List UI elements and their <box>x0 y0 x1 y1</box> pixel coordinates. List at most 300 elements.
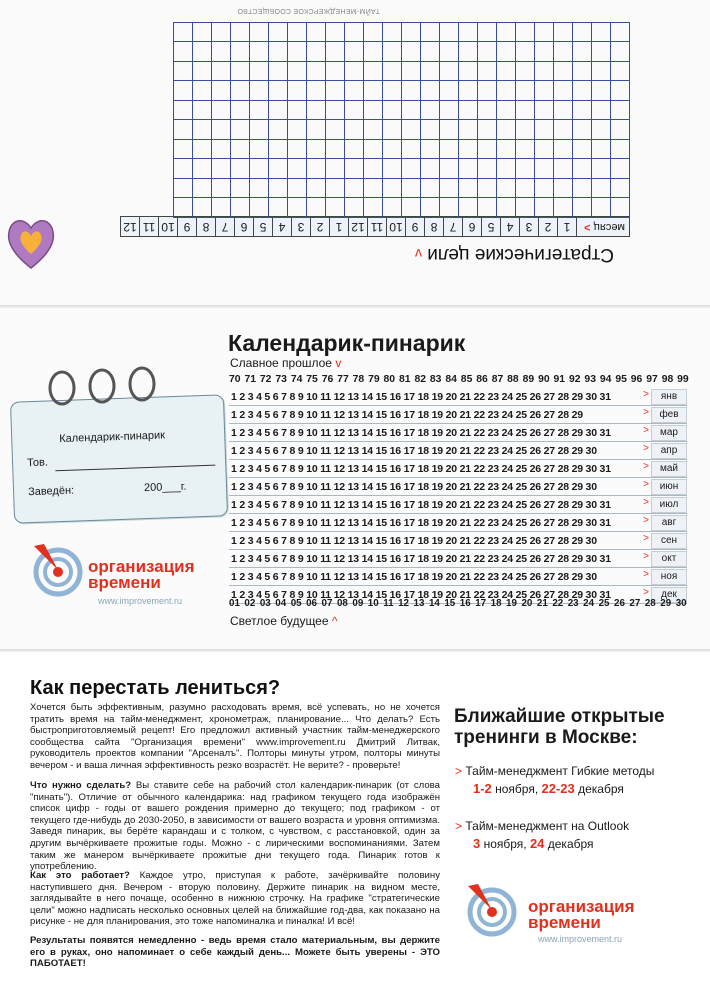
goal-cell[interactable] <box>459 42 478 62</box>
year-number[interactable]: 80 <box>383 374 396 385</box>
goal-cell[interactable] <box>478 120 497 140</box>
goal-cell[interactable] <box>592 159 611 179</box>
goal-cell[interactable] <box>212 140 231 160</box>
goal-cell[interactable] <box>592 179 611 199</box>
goal-cell[interactable] <box>478 23 497 43</box>
goal-cell[interactable] <box>592 198 611 218</box>
goal-cell[interactable] <box>307 140 326 160</box>
goal-cell[interactable] <box>307 42 326 62</box>
goal-cell[interactable] <box>193 120 212 140</box>
goal-cell[interactable] <box>497 23 516 43</box>
goal-cell[interactable] <box>402 140 421 160</box>
goal-cell[interactable] <box>193 101 212 121</box>
goal-cell[interactable] <box>345 120 364 140</box>
goal-cell[interactable] <box>288 101 307 121</box>
goal-cell[interactable] <box>364 23 383 43</box>
goal-cell[interactable] <box>611 198 630 218</box>
goal-cell[interactable] <box>478 198 497 218</box>
goal-cell[interactable] <box>535 101 554 121</box>
year-number[interactable]: 79 <box>368 374 380 385</box>
goal-row[interactable] <box>174 120 630 140</box>
goal-cell[interactable] <box>269 62 288 82</box>
goal-cell[interactable] <box>402 179 421 199</box>
goal-cell[interactable] <box>516 62 535 82</box>
future-year-number[interactable]: 07 <box>321 598 333 609</box>
goal-cell[interactable] <box>174 42 193 62</box>
goal-cell[interactable] <box>592 101 611 121</box>
goal-cell[interactable] <box>326 42 345 62</box>
goal-cell[interactable] <box>364 198 383 218</box>
goal-cell[interactable] <box>231 159 250 179</box>
goal-cell[interactable] <box>459 101 478 121</box>
goal-cell[interactable] <box>516 81 535 101</box>
goal-cell[interactable] <box>459 198 478 218</box>
goal-cell[interactable] <box>459 23 478 43</box>
day-numbers[interactable]: 1 2 3 4 5 6 7 8 9 10 11 12 13 14 15 16 17 18 19 20 21 22 23 24 25 26 27 28 29 30 31 <box>231 498 611 511</box>
year-number[interactable]: 87 <box>491 374 504 385</box>
year-number[interactable]: 81 <box>398 374 411 385</box>
goal-cell[interactable] <box>554 23 573 43</box>
logo-url[interactable]: www.improvement.ru <box>538 934 623 944</box>
goal-cell[interactable] <box>383 62 402 82</box>
goal-row[interactable] <box>174 81 630 101</box>
goal-cell[interactable] <box>497 179 516 199</box>
goal-cell[interactable] <box>288 120 307 140</box>
future-year-number[interactable]: 08 <box>336 598 348 609</box>
goal-cell[interactable] <box>345 140 364 160</box>
goal-cell[interactable] <box>554 101 573 121</box>
year-number[interactable]: 71 <box>244 374 257 385</box>
goal-cell[interactable] <box>345 23 364 43</box>
goal-cell[interactable] <box>193 159 212 179</box>
goal-cell[interactable] <box>212 159 231 179</box>
future-year-number[interactable]: 22 <box>552 598 564 609</box>
goal-cell[interactable] <box>535 81 554 101</box>
goal-cell[interactable] <box>345 42 364 62</box>
goal-cell[interactable] <box>573 179 592 199</box>
goal-cell[interactable] <box>193 198 212 218</box>
goal-cell[interactable] <box>611 81 630 101</box>
goal-cell[interactable] <box>174 140 193 160</box>
goal-cell[interactable] <box>193 81 212 101</box>
day-numbers[interactable]: 1 2 3 4 5 6 7 8 9 10 11 12 13 14 15 16 17 18 19 20 21 22 23 24 25 26 27 28 29 30 31 <box>231 552 611 565</box>
goal-cell[interactable] <box>611 101 630 121</box>
goal-cell[interactable] <box>421 101 440 121</box>
goal-cell[interactable] <box>288 62 307 82</box>
goal-cell[interactable] <box>326 179 345 199</box>
goal-cell[interactable] <box>345 101 364 121</box>
goal-cell[interactable] <box>250 140 269 160</box>
goal-cell[interactable] <box>250 198 269 218</box>
goal-cell[interactable] <box>554 159 573 179</box>
goal-cell[interactable] <box>402 120 421 140</box>
goal-cell[interactable] <box>212 62 231 82</box>
goal-cell[interactable] <box>497 81 516 101</box>
goal-cell[interactable] <box>478 140 497 160</box>
year-number[interactable]: 98 <box>661 374 674 385</box>
year-number[interactable]: 97 <box>646 374 658 385</box>
goal-cell[interactable] <box>326 23 345 43</box>
goal-cell[interactable] <box>326 101 345 121</box>
goal-cell[interactable] <box>573 140 592 160</box>
goal-cell[interactable] <box>554 62 573 82</box>
goal-cell[interactable] <box>421 81 440 101</box>
goal-cell[interactable] <box>345 62 364 82</box>
year-number[interactable]: 83 <box>429 374 442 385</box>
goal-cell[interactable] <box>497 120 516 140</box>
future-year-number[interactable]: 03 <box>259 598 271 609</box>
day-numbers[interactable]: 1 2 3 4 5 6 7 8 9 10 11 12 13 14 15 16 17 18 19 20 21 22 23 24 25 26 27 28 29 <box>231 408 583 421</box>
goal-cell[interactable] <box>212 23 231 43</box>
future-year-number[interactable]: 20 <box>521 598 533 609</box>
future-year-number[interactable]: 17 <box>475 598 487 609</box>
goal-cell[interactable] <box>592 120 611 140</box>
goal-cell[interactable] <box>535 179 554 199</box>
goal-cell[interactable] <box>212 179 231 199</box>
goal-cell[interactable] <box>174 81 193 101</box>
goal-cell[interactable] <box>250 42 269 62</box>
goal-cell[interactable] <box>440 101 459 121</box>
goal-cell[interactable] <box>288 179 307 199</box>
goal-cell[interactable] <box>212 120 231 140</box>
goal-cell[interactable] <box>592 23 611 43</box>
year-number[interactable]: 88 <box>507 374 519 385</box>
future-year-number[interactable]: 11 <box>383 598 394 609</box>
goal-cell[interactable] <box>573 101 592 121</box>
goal-cell[interactable] <box>516 140 535 160</box>
goal-cell[interactable] <box>478 159 497 179</box>
goal-cell[interactable] <box>573 42 592 62</box>
goal-cell[interactable] <box>231 198 250 218</box>
goal-cell[interactable] <box>421 120 440 140</box>
goal-cell[interactable] <box>497 159 516 179</box>
goal-cell[interactable] <box>364 159 383 179</box>
year-number[interactable]: 72 <box>259 374 272 385</box>
goal-cell[interactable] <box>554 179 573 199</box>
goal-cell[interactable] <box>269 198 288 218</box>
goal-cell[interactable] <box>516 101 535 121</box>
goal-cell[interactable] <box>288 42 307 62</box>
goal-cell[interactable] <box>231 120 250 140</box>
goal-cell[interactable] <box>497 62 516 82</box>
goal-cell[interactable] <box>345 198 364 218</box>
goal-cell[interactable] <box>592 42 611 62</box>
goal-cell[interactable] <box>231 62 250 82</box>
goal-cell[interactable] <box>611 62 630 82</box>
goal-cell[interactable] <box>402 101 421 121</box>
goal-cell[interactable] <box>364 42 383 62</box>
goal-cell[interactable] <box>193 140 212 160</box>
goal-cell[interactable] <box>478 62 497 82</box>
future-year-number[interactable]: 16 <box>459 598 471 609</box>
goal-cell[interactable] <box>440 42 459 62</box>
goal-cell[interactable] <box>573 120 592 140</box>
goal-cell[interactable] <box>250 81 269 101</box>
goal-cell[interactable] <box>459 81 478 101</box>
future-year-number[interactable]: 06 <box>306 598 318 609</box>
goal-cell[interactable] <box>212 42 231 62</box>
goal-cell[interactable] <box>440 198 459 218</box>
year-number[interactable]: 92 <box>568 374 581 385</box>
goal-cell[interactable] <box>269 140 288 160</box>
goal-cell[interactable] <box>535 120 554 140</box>
goal-cell[interactable] <box>174 198 193 218</box>
goal-cell[interactable] <box>440 62 459 82</box>
goal-cell[interactable] <box>421 179 440 199</box>
goal-cell[interactable] <box>326 120 345 140</box>
future-year-number[interactable]: 19 <box>506 598 517 609</box>
goal-cell[interactable] <box>345 159 364 179</box>
goal-cell[interactable] <box>269 179 288 199</box>
goal-cell[interactable] <box>250 62 269 82</box>
year-number[interactable]: 91 <box>553 374 566 385</box>
goal-cell[interactable] <box>459 140 478 160</box>
goal-cell[interactable] <box>307 198 326 218</box>
goal-cell[interactable] <box>535 23 554 43</box>
year-number[interactable]: 90 <box>538 374 550 385</box>
future-year-number[interactable]: 27 <box>629 598 641 609</box>
goal-cell[interactable] <box>611 23 630 43</box>
goal-cell[interactable] <box>212 198 231 218</box>
goal-cell[interactable] <box>535 42 554 62</box>
goal-cell[interactable] <box>193 23 212 43</box>
day-numbers[interactable]: 1 2 3 4 5 6 7 8 9 10 11 12 13 14 15 16 17 18 19 20 21 22 23 24 25 26 27 28 29 30 <box>231 444 597 457</box>
goal-cell[interactable] <box>402 81 421 101</box>
goal-cell[interactable] <box>383 198 402 218</box>
goal-cell[interactable] <box>459 62 478 82</box>
goal-cell[interactable] <box>231 23 250 43</box>
goal-cell[interactable] <box>174 62 193 82</box>
goal-cell[interactable] <box>516 179 535 199</box>
year-number[interactable]: 77 <box>337 374 349 385</box>
goal-cell[interactable] <box>231 101 250 121</box>
future-year-number[interactable]: 25 <box>598 598 610 609</box>
goal-cell[interactable] <box>364 140 383 160</box>
goal-cell[interactable] <box>554 81 573 101</box>
goal-cell[interactable] <box>440 140 459 160</box>
goal-cell[interactable] <box>364 81 383 101</box>
goal-cell[interactable] <box>193 179 212 199</box>
day-numbers[interactable]: 1 2 3 4 5 6 7 8 9 10 11 12 13 14 15 16 17 18 19 20 21 22 23 24 25 26 27 28 29 30 31 <box>231 516 611 529</box>
year-number[interactable]: 96 <box>630 374 643 385</box>
goal-cell[interactable] <box>345 179 364 199</box>
goal-cell[interactable] <box>307 179 326 199</box>
year-number[interactable]: 99 <box>677 374 689 385</box>
goal-cell[interactable] <box>535 159 554 179</box>
future-year-number[interactable]: 24 <box>583 598 595 609</box>
goal-cell[interactable] <box>364 120 383 140</box>
goal-cell[interactable] <box>421 62 440 82</box>
goal-cell[interactable] <box>402 62 421 82</box>
future-year-number[interactable]: 12 <box>398 598 409 609</box>
future-year-number[interactable]: 26 <box>614 598 625 609</box>
goal-cell[interactable] <box>193 62 212 82</box>
goal-row[interactable] <box>174 101 630 121</box>
goal-cell[interactable] <box>231 81 250 101</box>
goal-cell[interactable] <box>269 81 288 101</box>
year-number[interactable]: 89 <box>522 374 535 385</box>
day-numbers[interactable]: 1 2 3 4 5 6 7 8 9 10 11 12 13 14 15 16 17 18 19 20 21 22 23 24 25 26 27 28 29 30 <box>231 480 597 493</box>
goal-cell[interactable] <box>307 120 326 140</box>
goal-cell[interactable] <box>535 198 554 218</box>
future-year-number[interactable]: 29 <box>660 598 672 609</box>
goal-cell[interactable] <box>554 120 573 140</box>
goal-cell[interactable] <box>231 179 250 199</box>
future-year-number[interactable]: 21 <box>536 598 548 609</box>
goal-cell[interactable] <box>592 140 611 160</box>
goal-cell[interactable] <box>497 101 516 121</box>
goal-cell[interactable] <box>288 23 307 43</box>
day-numbers[interactable]: 1 2 3 4 5 6 7 8 9 10 11 12 13 14 15 16 17 18 19 20 21 22 23 24 25 26 27 28 29 30 31 <box>231 588 611 601</box>
training-item[interactable] <box>455 819 629 851</box>
year-number[interactable]: 74 <box>290 374 303 385</box>
goal-cell[interactable] <box>421 42 440 62</box>
goal-cell[interactable] <box>421 159 440 179</box>
goal-cell[interactable] <box>174 159 193 179</box>
goal-cell[interactable] <box>573 159 592 179</box>
future-year-number[interactable]: 15 <box>444 598 456 609</box>
goal-row[interactable] <box>174 198 630 218</box>
goal-cell[interactable] <box>364 179 383 199</box>
year-number[interactable]: 70 <box>229 374 241 385</box>
goal-cell[interactable] <box>269 42 288 62</box>
future-year-number[interactable]: 14 <box>428 598 440 609</box>
goal-cell[interactable] <box>307 62 326 82</box>
goal-cell[interactable] <box>611 179 630 199</box>
goal-cell[interactable] <box>383 23 402 43</box>
goal-cell[interactable] <box>440 81 459 101</box>
goal-cell[interactable] <box>288 159 307 179</box>
goal-cell[interactable] <box>288 198 307 218</box>
goal-cell[interactable] <box>326 198 345 218</box>
year-number[interactable]: 75 <box>306 374 318 385</box>
goal-cell[interactable] <box>554 198 573 218</box>
goal-cell[interactable] <box>307 101 326 121</box>
goal-cell[interactable] <box>212 81 231 101</box>
future-year-number[interactable]: 30 <box>675 598 687 609</box>
goal-cell[interactable] <box>573 198 592 218</box>
day-numbers[interactable]: 1 2 3 4 5 6 7 8 9 10 11 12 13 14 15 16 17 18 19 20 21 22 23 24 25 26 27 28 29 30 <box>231 570 597 583</box>
goal-cell[interactable] <box>269 23 288 43</box>
goal-row[interactable] <box>174 23 630 43</box>
future-year-number[interactable]: 18 <box>490 598 502 609</box>
year-number[interactable]: 76 <box>321 374 334 385</box>
goal-cell[interactable] <box>250 101 269 121</box>
goal-cell[interactable] <box>554 140 573 160</box>
goal-cell[interactable] <box>459 120 478 140</box>
goal-cell[interactable] <box>364 101 383 121</box>
goal-cell[interactable] <box>535 140 554 160</box>
goal-cell[interactable] <box>459 159 478 179</box>
goal-cell[interactable] <box>592 81 611 101</box>
goal-cell[interactable] <box>326 81 345 101</box>
goal-cell[interactable] <box>592 62 611 82</box>
goal-cell[interactable] <box>611 42 630 62</box>
goal-cell[interactable] <box>326 140 345 160</box>
year-number[interactable]: 73 <box>275 374 287 385</box>
goal-cell[interactable] <box>573 81 592 101</box>
goal-cell[interactable] <box>516 23 535 43</box>
goal-row[interactable] <box>174 62 630 82</box>
goal-cell[interactable] <box>383 81 402 101</box>
goal-cell[interactable] <box>193 42 212 62</box>
goal-cell[interactable] <box>440 159 459 179</box>
goal-cell[interactable] <box>440 120 459 140</box>
goal-cell[interactable] <box>402 23 421 43</box>
goal-cell[interactable] <box>478 179 497 199</box>
goal-cell[interactable] <box>212 101 231 121</box>
goal-cell[interactable] <box>250 159 269 179</box>
future-year-number[interactable]: 01 <box>229 598 240 609</box>
goal-cell[interactable] <box>497 198 516 218</box>
training-item[interactable] <box>455 764 654 796</box>
year-number[interactable]: 93 <box>584 374 596 385</box>
goal-cell[interactable] <box>611 120 630 140</box>
goal-row[interactable] <box>174 179 630 199</box>
goal-cell[interactable] <box>174 101 193 121</box>
goal-cell[interactable] <box>250 23 269 43</box>
goal-cell[interactable] <box>497 42 516 62</box>
goal-cell[interactable] <box>421 23 440 43</box>
goal-cell[interactable] <box>554 42 573 62</box>
goal-cell[interactable] <box>478 42 497 62</box>
goal-cell[interactable] <box>307 159 326 179</box>
goal-cell[interactable] <box>459 179 478 199</box>
goal-row[interactable] <box>174 140 630 160</box>
goal-cell[interactable] <box>516 42 535 62</box>
goal-cell[interactable] <box>402 159 421 179</box>
logo-url[interactable]: www.improvement.ru <box>98 596 183 606</box>
goal-cell[interactable] <box>250 179 269 199</box>
goal-cell[interactable] <box>535 62 554 82</box>
goal-cell[interactable] <box>421 198 440 218</box>
goal-cell[interactable] <box>383 42 402 62</box>
goal-cell[interactable] <box>573 23 592 43</box>
goal-cell[interactable] <box>288 140 307 160</box>
goal-cell[interactable] <box>497 140 516 160</box>
future-year-number[interactable]: 23 <box>567 598 579 609</box>
goal-row[interactable] <box>174 159 630 179</box>
goal-cell[interactable] <box>326 159 345 179</box>
year-number[interactable]: 94 <box>599 374 612 385</box>
year-number[interactable]: 82 <box>414 374 426 385</box>
goal-cell[interactable] <box>478 81 497 101</box>
goal-cell[interactable] <box>402 198 421 218</box>
day-numbers[interactable]: 1 2 3 4 5 6 7 8 9 10 11 12 13 14 15 16 17 18 19 20 21 22 23 24 25 26 27 28 29 30 31 <box>231 462 611 475</box>
day-numbers[interactable]: 1 2 3 4 5 6 7 8 9 10 11 12 13 14 15 16 17 18 19 20 21 22 23 24 25 26 27 28 29 30 31 <box>231 426 611 439</box>
goal-cell[interactable] <box>383 120 402 140</box>
future-year-number[interactable]: 04 <box>275 598 287 609</box>
future-year-number[interactable]: 05 <box>290 598 302 609</box>
goal-cell[interactable] <box>326 62 345 82</box>
day-numbers[interactable]: 1 2 3 4 5 6 7 8 9 10 11 12 13 14 15 16 17 18 19 20 21 22 23 24 25 26 27 28 29 30 <box>231 534 597 547</box>
goal-cell[interactable] <box>231 42 250 62</box>
goal-cell[interactable] <box>174 23 193 43</box>
goal-cell[interactable] <box>440 179 459 199</box>
goal-cell[interactable] <box>402 42 421 62</box>
goal-cell[interactable] <box>269 159 288 179</box>
goal-cell[interactable] <box>383 140 402 160</box>
goal-cell[interactable] <box>573 62 592 82</box>
goal-cell[interactable] <box>250 120 269 140</box>
goal-cell[interactable] <box>421 140 440 160</box>
goal-cell[interactable] <box>307 23 326 43</box>
day-numbers[interactable]: 1 2 3 4 5 6 7 8 9 10 11 12 13 14 15 16 17 18 19 20 21 22 23 24 25 26 27 28 29 30 31 <box>231 390 611 403</box>
goal-cell[interactable] <box>307 81 326 101</box>
goal-cell[interactable] <box>611 140 630 160</box>
year-number[interactable]: 86 <box>476 374 488 385</box>
goal-cell[interactable] <box>516 198 535 218</box>
